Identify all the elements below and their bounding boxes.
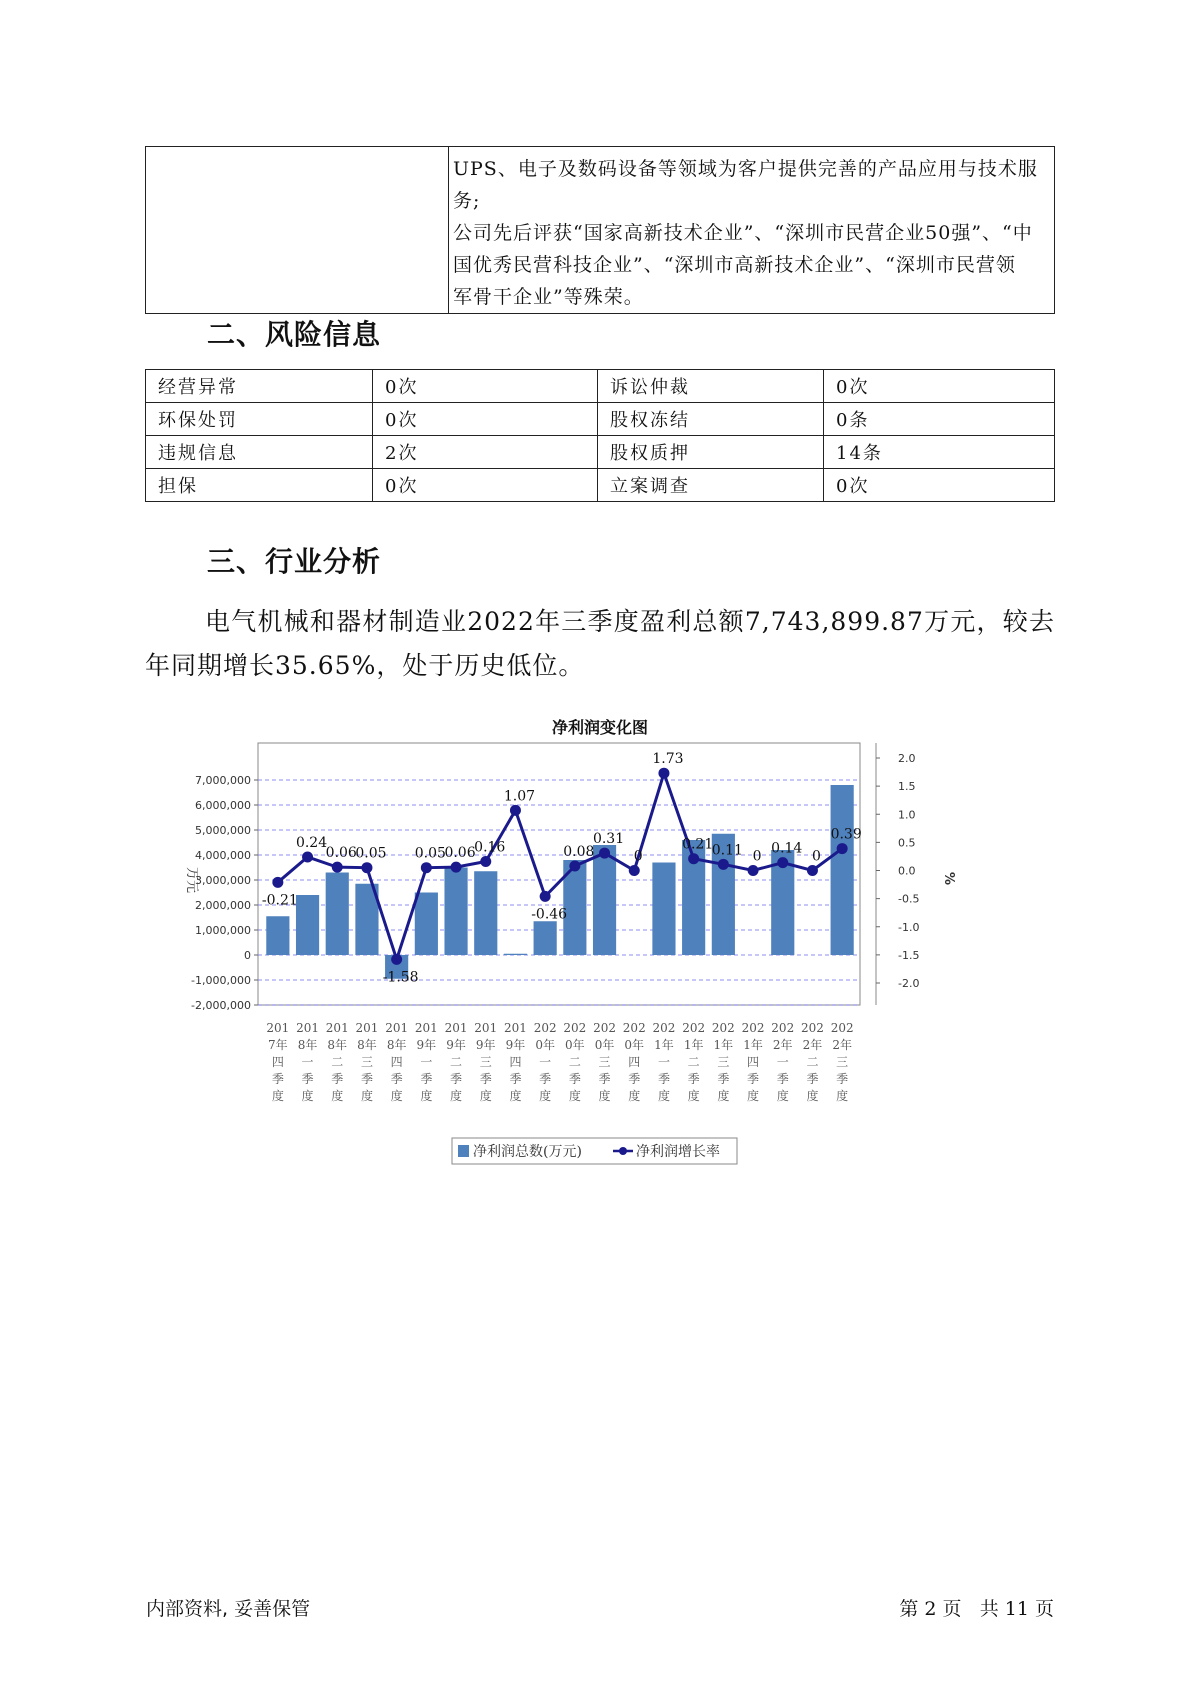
left-tick-label: 6,000,000	[195, 799, 251, 812]
bar	[504, 954, 527, 955]
x-tick-label: 9年	[416, 1038, 437, 1052]
x-tick-label: 0年	[535, 1038, 555, 1052]
growth-point	[361, 862, 372, 873]
x-tick-label: 度	[450, 1089, 463, 1103]
risk-key: 担保	[146, 469, 373, 502]
bar	[593, 845, 616, 955]
left-tick-label: 4,000,000	[195, 849, 251, 862]
growth-point	[658, 768, 669, 779]
bar	[534, 921, 557, 955]
total-suffix: 页	[1034, 1598, 1054, 1620]
x-tick-label: 202	[741, 1021, 765, 1035]
data-label: 0	[811, 848, 821, 865]
x-tick-label: 1年	[654, 1038, 674, 1052]
x-tick-label: 二	[331, 1055, 344, 1069]
x-tick-label: 一	[657, 1055, 670, 1069]
chart-legend	[452, 1138, 737, 1164]
x-tick-label: 度	[568, 1089, 581, 1103]
intro-line: 军骨干企业”等殊荣。	[453, 286, 644, 308]
x-tick-label: 度	[360, 1089, 373, 1103]
x-tick-label: 四	[390, 1055, 403, 1069]
x-tick-label: 四	[509, 1055, 522, 1069]
growth-point	[272, 877, 283, 888]
legend-bar-swatch	[458, 1145, 469, 1157]
x-tick-label: 0年	[565, 1038, 585, 1052]
intro-label-cell	[146, 147, 449, 314]
x-tick-label: 202	[622, 1021, 646, 1035]
company-intro-table	[145, 146, 1055, 314]
x-tick-label: 季	[806, 1072, 819, 1086]
x-tick-label: 201	[266, 1021, 290, 1035]
x-tick-label: 一	[776, 1055, 789, 1069]
x-tick-label: 季	[390, 1072, 403, 1086]
growth-point	[421, 862, 432, 873]
x-tick-label: 202	[830, 1021, 854, 1035]
x-tick-label: 四	[747, 1055, 760, 1069]
x-tick-label: 2年	[772, 1038, 793, 1052]
table-row	[146, 436, 1055, 469]
bar	[415, 893, 438, 956]
growth-point	[540, 891, 551, 902]
x-tick-label: 1年	[743, 1038, 763, 1052]
x-tick-label: 9年	[446, 1038, 466, 1052]
right-tick-label: 0.0	[898, 864, 916, 878]
risk-info-table	[145, 369, 1055, 502]
total-pages: 11	[1004, 1598, 1029, 1620]
legend-label: 净利润增长率	[636, 1144, 720, 1160]
footer-confidential: 内部资料, 妥善保管	[146, 1598, 311, 1620]
section-title-risk: 二、风险信息	[207, 318, 382, 351]
x-tick-label: 季	[717, 1072, 730, 1086]
risk-value: 14条	[824, 436, 1055, 469]
x-tick-label: 202	[563, 1021, 587, 1035]
x-tick-label: 季	[836, 1072, 849, 1086]
risk-value: 0次	[373, 370, 598, 403]
data-label: 0.39	[830, 826, 862, 843]
data-label: 0.06	[444, 845, 476, 862]
growth-point	[837, 843, 848, 854]
data-label: 1.73	[652, 751, 684, 768]
data-label: 0.06	[325, 845, 357, 862]
x-tick-label: 201	[474, 1021, 498, 1035]
growth-point	[599, 848, 610, 859]
data-label: -0.21	[261, 892, 298, 909]
x-tick-label: 三	[360, 1055, 373, 1069]
x-tick-label: 8年	[297, 1038, 318, 1052]
data-label: 0.11	[711, 842, 743, 859]
bar	[444, 868, 467, 956]
intro-line: 公司先后评获“国家高新技术企业”、“深圳市民营企业50强”、“中	[453, 222, 1033, 244]
right-tick-label: -1.5	[898, 948, 920, 962]
growth-point	[391, 954, 402, 965]
left-tick-label: -1,000,000	[191, 974, 251, 987]
x-tick-label: 201	[385, 1021, 409, 1035]
right-tick-label: 2.0	[898, 752, 916, 765]
growth-point	[777, 857, 788, 868]
page-number: 2	[924, 1598, 937, 1620]
table-row	[146, 469, 1055, 502]
right-tick-label: 0.5	[898, 836, 916, 850]
risk-key: 违规信息	[146, 436, 373, 469]
x-tick-label: 度	[776, 1089, 789, 1103]
growth-point	[807, 865, 818, 876]
x-tick-label: 季	[568, 1072, 581, 1086]
intro-line: UPS、电子及数码设备等领域为客户提供完善的产品应用与技术服务;	[453, 158, 1038, 212]
x-tick-label: 8年	[327, 1038, 348, 1052]
growth-point	[480, 856, 491, 867]
y-axis-label-left: 万元	[184, 866, 199, 894]
x-tick-label: 度	[509, 1089, 522, 1103]
industry-paragraph: 电气机械和器材制造业2022年三季度盈利总额7,743,899.87万元，较去年同期增长35.65%，处于历史低位。	[145, 607, 1055, 680]
left-tick-label: 7,000,000	[195, 774, 251, 787]
left-tick-label: 0	[244, 949, 251, 962]
x-tick-label: 201	[503, 1021, 527, 1035]
x-tick-label: 三	[598, 1055, 611, 1069]
data-label: -1.58	[382, 969, 419, 986]
section-title-industry: 三、行业分析	[207, 545, 382, 578]
page-suffix: 页	[942, 1598, 962, 1620]
page-prefix: 第	[899, 1598, 919, 1620]
x-tick-label: 度	[836, 1089, 849, 1103]
x-tick-label: 202	[771, 1021, 795, 1035]
bar	[831, 785, 854, 955]
x-tick-label: 季	[687, 1072, 700, 1086]
risk-value: 0条	[824, 403, 1055, 436]
right-tick-label: -1.0	[898, 920, 920, 934]
growth-point	[688, 853, 699, 864]
data-label: 0	[633, 848, 643, 865]
risk-value: 0次	[824, 370, 1055, 403]
risk-key: 诉讼仲裁	[598, 370, 824, 403]
x-tick-label: 度	[301, 1089, 314, 1103]
x-tick-label: 三	[836, 1055, 849, 1069]
left-tick-label: 5,000,000	[195, 824, 251, 837]
x-tick-label: 季	[360, 1072, 373, 1086]
x-tick-label: 季	[450, 1072, 463, 1086]
risk-value: 0次	[373, 403, 598, 436]
x-tick-label: 季	[598, 1072, 611, 1086]
data-label: 0	[752, 848, 762, 865]
data-label: 0.16	[474, 839, 506, 856]
x-tick-label: 季	[747, 1072, 760, 1086]
x-tick-label: 二	[687, 1055, 700, 1069]
risk-key: 经营异常	[146, 370, 373, 403]
data-label: 0.31	[592, 831, 625, 848]
x-tick-label: 度	[806, 1089, 819, 1103]
data-label: 1.07	[503, 788, 536, 805]
x-tick-label: 季	[479, 1072, 492, 1086]
x-tick-label: 201	[355, 1021, 379, 1035]
x-tick-label: 季	[509, 1072, 522, 1086]
net-profit-chart	[184, 715, 1030, 1175]
x-tick-label: 9年	[475, 1038, 496, 1052]
data-label: 0.21	[682, 836, 714, 853]
risk-key: 立案调查	[598, 469, 824, 502]
data-label: 0.14	[771, 840, 803, 857]
x-tick-label: 度	[628, 1089, 641, 1103]
x-tick-label: 季	[331, 1072, 344, 1086]
growth-point	[629, 865, 640, 876]
x-tick-label: 一	[301, 1055, 314, 1069]
x-tick-label: 三	[717, 1055, 730, 1069]
x-tick-label: 季	[628, 1072, 641, 1086]
x-tick-label: 度	[717, 1089, 730, 1103]
x-tick-label: 二	[806, 1055, 819, 1069]
x-tick-label: 0年	[624, 1038, 645, 1052]
risk-value: 0次	[373, 469, 598, 502]
right-tick-label: 1.0	[898, 808, 916, 822]
total-prefix: 共	[979, 1598, 999, 1620]
risk-key: 股权质押	[598, 436, 824, 469]
x-tick-label: 一	[420, 1055, 433, 1069]
growth-point	[451, 862, 462, 873]
x-tick-label: 8年	[357, 1038, 377, 1052]
x-tick-label: 8年	[386, 1038, 407, 1052]
data-label: 0.05	[414, 845, 446, 862]
intro-line: 国优秀民营科技企业”、“深圳市高新技术企业”、“深圳市民营领	[453, 254, 1016, 276]
growth-point	[332, 862, 343, 873]
bar	[326, 873, 349, 956]
x-tick-label: 度	[420, 1089, 433, 1103]
x-tick-label: 四	[271, 1055, 284, 1069]
growth-point	[510, 805, 521, 816]
x-tick-label: 2年	[832, 1038, 852, 1052]
x-tick-label: 201	[296, 1021, 320, 1035]
x-tick-label: 1年	[683, 1038, 704, 1052]
data-label: 0.05	[355, 845, 387, 862]
risk-key: 环保处罚	[146, 403, 373, 436]
x-tick-label: 202	[593, 1021, 617, 1035]
table-row	[146, 403, 1055, 436]
x-tick-label: 一	[539, 1055, 552, 1069]
x-tick-label: 二	[450, 1055, 463, 1069]
x-tick-label: 季	[776, 1072, 789, 1086]
x-tick-label: 7年	[268, 1038, 288, 1052]
x-tick-label: 二	[568, 1055, 581, 1069]
x-tick-label: 2年	[802, 1038, 823, 1052]
growth-point	[302, 852, 313, 863]
right-tick-label: -0.5	[898, 892, 920, 906]
x-tick-label: 度	[598, 1089, 611, 1103]
x-tick-label: 季	[420, 1072, 433, 1086]
risk-key: 股权冻结	[598, 403, 824, 436]
x-tick-label: 度	[539, 1089, 552, 1103]
x-tick-label: 202	[533, 1021, 557, 1035]
x-tick-label: 度	[479, 1089, 492, 1103]
x-tick-label: 202	[682, 1021, 706, 1035]
x-tick-label: 度	[657, 1089, 670, 1103]
x-tick-label: 202	[652, 1021, 676, 1035]
right-tick-label: 1.5	[898, 780, 916, 794]
x-tick-label: 9年	[505, 1038, 526, 1052]
left-tick-label: 2,000,000	[195, 899, 251, 912]
right-tick-label: -2.0	[898, 977, 920, 990]
data-label: 0.08	[563, 844, 595, 860]
table-row	[146, 370, 1055, 403]
x-tick-label: 度	[271, 1089, 284, 1103]
bar	[266, 916, 289, 955]
x-tick-label: 202	[711, 1021, 735, 1035]
growth-point	[569, 861, 580, 872]
x-tick-label: 度	[747, 1089, 760, 1103]
growth-point	[748, 865, 759, 876]
bar	[296, 895, 319, 955]
x-tick-label: 三	[479, 1055, 492, 1069]
x-tick-label: 0年	[594, 1038, 615, 1052]
x-tick-label: 季	[657, 1072, 670, 1086]
data-label: -0.46	[531, 906, 568, 923]
x-tick-label: 201	[444, 1021, 468, 1035]
y-axis-label-right: %	[941, 871, 956, 886]
risk-value: 0次	[824, 469, 1055, 502]
data-label: 0.24	[295, 835, 328, 851]
left-tick-label: 3,000,000	[195, 874, 251, 887]
x-tick-label: 季	[271, 1072, 284, 1086]
risk-value: 2次	[373, 436, 598, 469]
left-tick-label: 1,000,000	[195, 924, 251, 937]
x-tick-label: 度	[331, 1089, 344, 1103]
x-tick-label: 四	[628, 1055, 641, 1069]
footer-page-info	[899, 1594, 1054, 1621]
x-tick-label: 度	[687, 1089, 700, 1103]
legend-label: 净利润总数(万元)	[473, 1144, 582, 1160]
bar	[474, 871, 497, 955]
x-tick-label: 201	[325, 1021, 349, 1035]
growth-point	[718, 859, 729, 870]
bar	[652, 863, 675, 956]
x-tick-label: 季	[539, 1072, 552, 1086]
x-tick-label: 度	[390, 1089, 403, 1103]
intro-description-cell	[449, 147, 1055, 314]
legend-line-marker	[619, 1147, 627, 1155]
chart-title: 净利润变化图	[551, 718, 649, 737]
x-tick-label: 季	[301, 1072, 314, 1086]
left-tick-label: -2,000,000	[191, 999, 251, 1012]
x-tick-label: 1年	[713, 1038, 734, 1052]
x-tick-label: 201	[414, 1021, 438, 1035]
x-tick-label: 202	[800, 1021, 824, 1035]
